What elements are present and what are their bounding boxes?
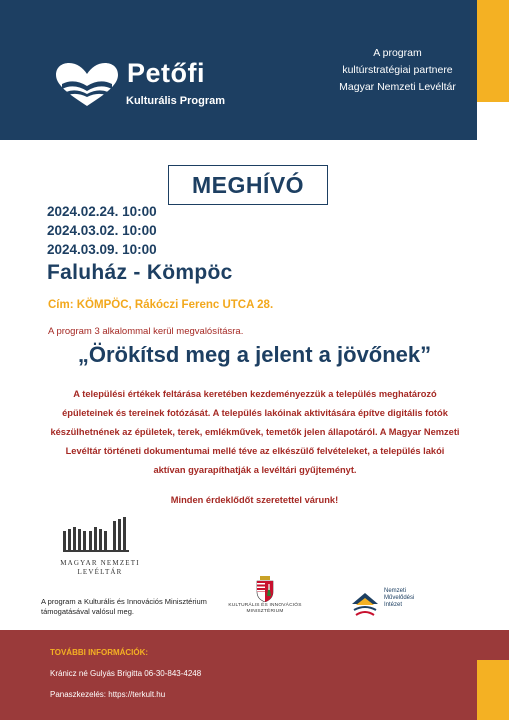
program-note: A program 3 alkalommal kerül megvalósításra. — [48, 326, 244, 337]
mnl-name — [55, 559, 145, 577]
event-date: 2024.03.02. 10:00 — [47, 223, 157, 238]
partner-line: kultúrstratégiai partnere — [342, 64, 453, 76]
partner-line: A program — [373, 47, 422, 59]
nmi-mark-icon — [350, 590, 380, 618]
logo-name: Petőfi — [127, 58, 206, 88]
logo-subtitle: Kulturális Program — [126, 95, 226, 107]
nmi-label — [384, 588, 414, 609]
mnl-name-line: MAGYAR NEMZETI — [60, 559, 140, 567]
program-description: A települési értékek feltárása keretében kezdeményezzük a település meghatározó épületeinek és tereinek fotózását. A település lakóinak aktivitására építve digitális fotók készülhetnének az épületek, terek, emlékművek, temetők jelen állapotáról. A Magyar Nemzeti Levéltár történeti dokumentumai mellé téve az elkészülő felvételeket, a település lakói aktívan gyarapíthatják a levéltári gyűjteményt. — [50, 389, 460, 475]
program-title: „Örökítsd meg a jelent a jövőnek” — [77, 342, 432, 367]
accent-bar-bottom — [477, 660, 509, 720]
event-date: 2024.03.09. 10:00 — [47, 242, 157, 257]
partner-text — [320, 45, 475, 96]
footer-heading: TOVÁBBI INFORMÁCIÓK: — [50, 648, 149, 657]
kim-label-line: KULTURÁLIS ÉS INNOVÁCIÓS — [228, 603, 302, 608]
footer-complaints: Panaszkezelés: https://terkult.hu — [50, 690, 166, 699]
heart-book-icon — [52, 62, 122, 108]
event-dates — [47, 202, 157, 259]
support-text: A program a Kulturális és Innovációs Minisztérium támogatásával valósul meg. — [41, 597, 207, 616]
nmi-label-line: Intézet — [384, 602, 403, 608]
accent-bar-top — [477, 0, 509, 102]
kim-label-line: MINISZTÉRIUM — [246, 609, 284, 614]
footer-contact: Kránicz né Gulyás Brigitta 06-30-843-4248 — [50, 669, 202, 678]
kim-label — [225, 603, 305, 615]
kim-logo — [225, 576, 305, 622]
mnl-logo — [55, 517, 145, 579]
coat-of-arms-icon — [255, 576, 275, 602]
address: Cím: KÖMPÖC, Rákóczi Ferenc UTCA 28. — [48, 299, 274, 311]
venue: Faluház - Kömpöc — [47, 261, 233, 284]
nmi-logo — [350, 588, 430, 622]
event-date: 2024.02.24. 10:00 — [47, 204, 157, 219]
invitation-heading: MEGHÍVÓ — [168, 165, 328, 205]
mnl-mark-icon — [63, 517, 133, 553]
mnl-name-line: LEVÉLTÁR — [77, 568, 123, 576]
partner-line: Magyar Nemzeti Levéltár — [339, 81, 456, 93]
petofi-logo — [52, 60, 242, 112]
welcome-text: Minden érdeklődőt szeretettel várunk! — [170, 495, 339, 505]
nmi-label-line: Művelődési — [384, 595, 415, 601]
nmi-label-line: Nemzeti — [384, 588, 407, 594]
